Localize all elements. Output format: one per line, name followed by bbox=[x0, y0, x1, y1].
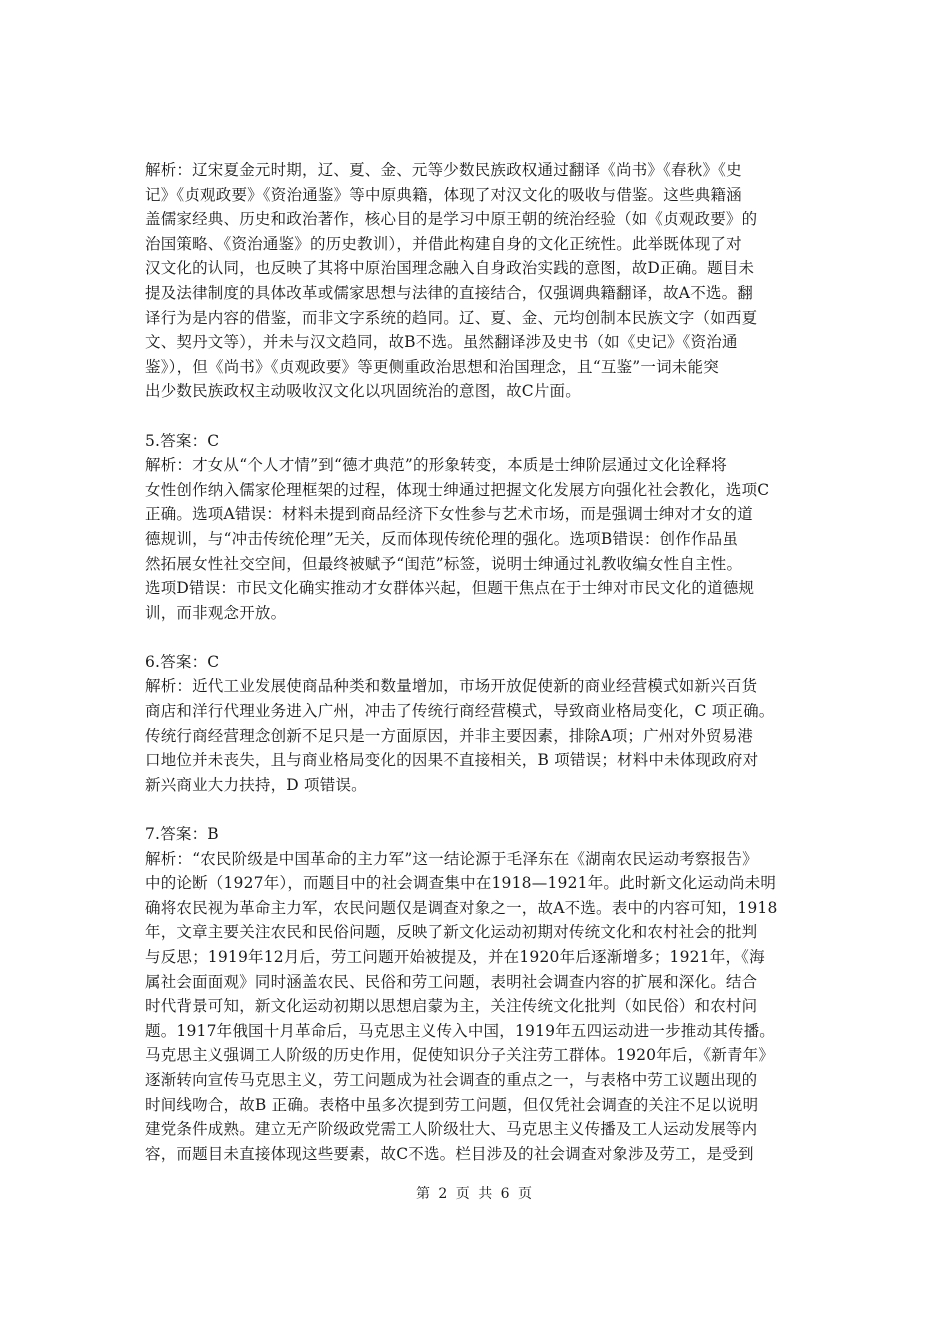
text-line: 容，而题目未直接体现这些要素，故C不选。栏目涉及的社会调查对象涉及劳工，是受到 bbox=[145, 1144, 754, 1163]
text-line: 题。1917年俄国十月革命后，马克思主义传入中国，1919年五四运动进一步推动其传播。 bbox=[145, 1021, 775, 1040]
text-line: 译行为是内容的借鉴，而非文字系统的趋同。辽、夏、金、元均创制本民族文字（如西夏 bbox=[145, 308, 758, 327]
paragraph-gap bbox=[145, 797, 807, 822]
text-line: 时间线吻合，故B 正确。表格中虽多次提到劳工问题，但仅凭社会调查的关注不足以说明 bbox=[145, 1095, 759, 1114]
text-line: 马克思主义强调工人阶级的历史作用，促使知识分子关注劳工群体。1920年后，《新青年》 bbox=[145, 1046, 775, 1065]
text-line: 训，而非观念开放。 bbox=[145, 603, 287, 622]
text-line: 治国策略、《资治通鉴》的历史教训），并借此构建自身的文化正统性。此举既体现了对 bbox=[145, 234, 742, 253]
text-line: 商店和洋行代理业务进入广州，冲击了传统行商经营模式，导致商业格局变化，C 项正确。 bbox=[145, 702, 775, 721]
text-line: 选项D错误：市民文化确实推动才女群体兴起，但题干焦点在于士绅对市民文化的道德规 bbox=[145, 579, 755, 598]
text-line: 出少数民族政权主动吸收汉文化以巩固统治的意图，故C片面。 bbox=[145, 382, 581, 401]
text-line: 正确。选项A错误：材料未提到商品经济下女性参与艺术市场，而是强调士绅对才女的道 bbox=[145, 505, 753, 524]
answer-heading: 7.答案：B bbox=[145, 825, 219, 844]
text-line: 属社会面面观》同时涵盖农民、民俗和劳工问题，表明社会调查内容的扩展和深化。结合 bbox=[145, 972, 758, 991]
text-line: 德规训，与“冲击传统伦理”无关，反而体现传统伦理的强化。选项B错误：创作作品虽 bbox=[145, 529, 739, 548]
text-line: 与反思；1919年12月后，劳工问题开始被提及，并在1920年后逐渐增多；1921年，《海 bbox=[145, 948, 765, 966]
answer-heading: 6.答案：C bbox=[145, 652, 220, 671]
section-question-6 bbox=[145, 650, 807, 798]
text-line: 汉文化的认同，也反映了其将中原治国理念融入自身政治实践的意图，故D正确。题目未 bbox=[145, 259, 755, 278]
page-number-footer: 第 2 页 共 6 页 bbox=[415, 1186, 535, 1202]
text-line: 解析：近代工业发展使商品种类和数量增加，市场开放促使新的商业经营模式如新兴百货 bbox=[145, 677, 758, 696]
text-line: 新兴商业大力扶持，D 项错误。 bbox=[145, 775, 367, 794]
text-line: 然拓展女性社交空间，但最终被赋予“闺范”标签，说明士绅通过礼教收编女性自主性。 bbox=[145, 554, 743, 573]
text-line: 鉴》），但《尚书》《贞观政要》等更侧重政治思想和治国理念，且“互鉴”一词未能突 bbox=[145, 357, 719, 376]
text-line: 解析：才女从“个人才情”到“德才典范”的形象转变，本质是士绅阶层通过文化诠释将 bbox=[145, 456, 727, 475]
section-question-5 bbox=[145, 429, 807, 626]
text-line: 中的论断（1927年），而题目中的社会调查集中在1918—1921年。此时新文化运动尚未明 bbox=[145, 874, 777, 893]
text-line: 盖儒家经典、历史和政治著作，核心目的是学习中原王朝的统治经验（如《贞观政要》的 bbox=[145, 210, 758, 229]
text-line: 女性创作纳入儒家伦理框架的过程，体现士绅通过把握文化发展方向强化社会教化，选项C bbox=[145, 480, 770, 499]
text-line: 记》《贞观政要》《资治通鉴》等中原典籍，体现了对汉文化的吸收与借鉴。这些典籍涵 bbox=[145, 185, 742, 204]
text-line: 时代背景可知，新文化运动初期以思想启蒙为主，关注传统文化批判（如民俗）和农村问 bbox=[145, 997, 758, 1016]
text-line: 提及法律制度的具体改革或儒家思想与法律的直接结合，仅强调典籍翻译，故A不选。翻 bbox=[145, 283, 753, 302]
text-line: 解析：“农民阶级是中国革命的主力军”这一结论源于毛泽东在《湖南农民运动考察报告》 bbox=[145, 849, 758, 868]
text-line: 口地位并未丧失，且与商业格局变化的因果不直接相关，B 项错误；材料中未体现政府对 bbox=[145, 751, 759, 770]
text-line: 确将农民视为革命主力军，农民问题仅是调查对象之一，故A不选。表中的内容可知，1918 bbox=[145, 898, 778, 917]
section-4-analysis bbox=[145, 158, 807, 404]
text-line: 年，文章主要关注农民和民俗问题，反映了新文化运动初期对传统文化和农村社会的批判 bbox=[145, 923, 758, 942]
page-content bbox=[145, 158, 807, 1166]
text-line: 建党条件成熟。建立无产阶级政党需工人阶级壮大、马克思主义传播及工人运动发展等内 bbox=[145, 1120, 758, 1139]
paragraph-gap bbox=[145, 625, 807, 650]
text-line: 逐渐转向宣传马克思主义，劳工问题成为社会调查的重点之一，与表格中劳工议题出现的 bbox=[145, 1070, 758, 1089]
answer-heading: 5.答案：C bbox=[145, 431, 220, 450]
text-line: 文、契丹文等），并未与汉文趋同，故B不选。虽然翻译涉及史书（如《史记》《资治通 bbox=[145, 333, 738, 352]
text-line: 解析：辽宋夏金元时期，辽、夏、金、元等少数民族政权通过翻译《尚书》《春秋》《史 bbox=[145, 161, 742, 179]
section-question-7 bbox=[145, 822, 807, 1166]
text-line: 传统行商经营理念创新不足只是一方面原因，并非主要因素，排除A项；广州对外贸易港 bbox=[145, 726, 753, 745]
paragraph-gap bbox=[145, 404, 807, 429]
